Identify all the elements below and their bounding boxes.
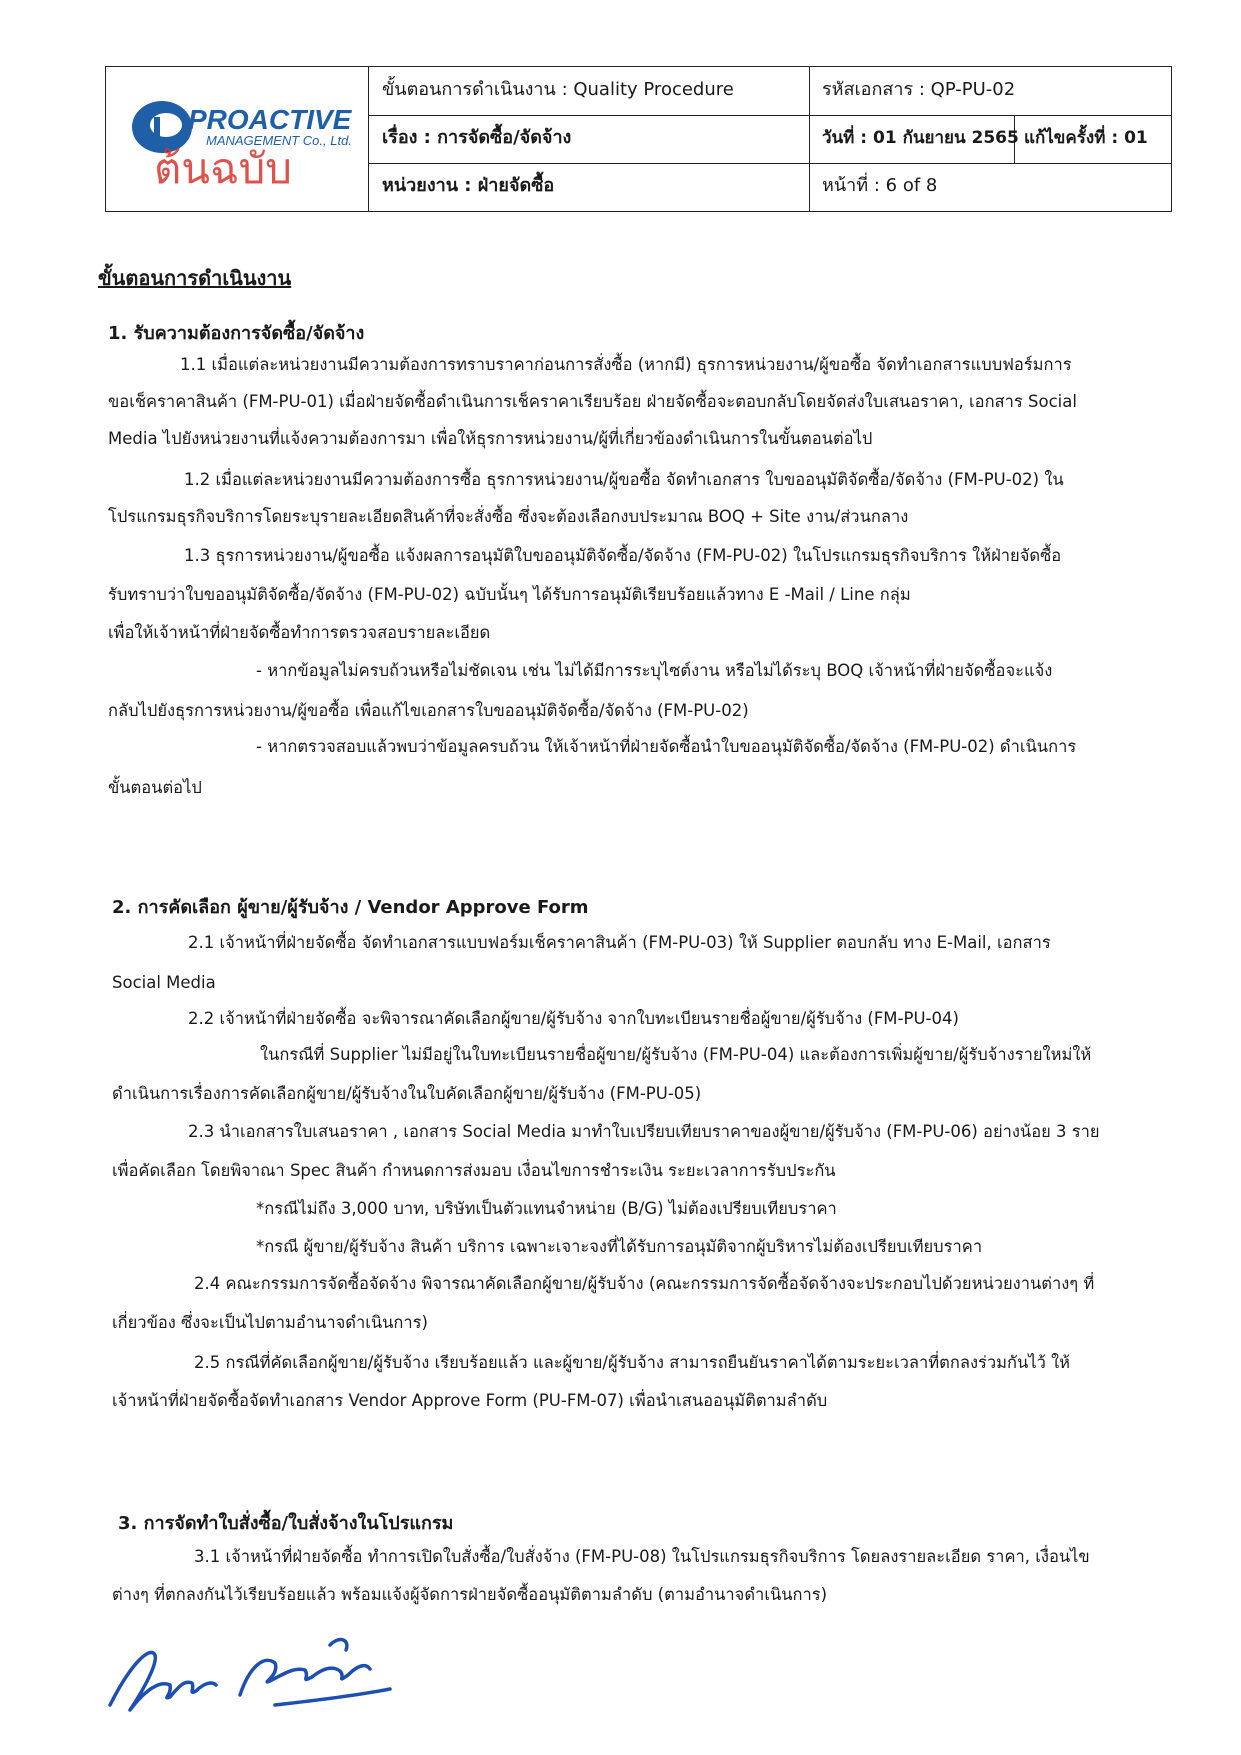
section-1-line: 1.2 เมื่อแต่ละหน่วยงานมีความต้องการซื้อ ธุรการหน่วยงาน/ผู้ขอซื้อ จัดทำเอกสาร ใบขออนุมัติจัดซื้อ/จัดจ้าง (FM-PU-02) ใน — [184, 470, 1064, 489]
section-1-line: 1.3 ธุรการหน่วยงาน/ผู้ขอซื้อ แจ้งผลการอนุมัติใบขออนุมัติจัดซื้อ/จัดจ้าง (FM-PU-02) ในโปรแกรมธุรกิจบริการ ให้ฝ่ายจัดซื้อ — [184, 546, 1062, 565]
company-logo — [126, 85, 366, 195]
document-header-table — [105, 66, 1172, 212]
svg-text:ต้นฉบับ: ต้นฉบับ — [154, 144, 292, 193]
page-title: ขั้นตอนการดำเนินงาน — [98, 266, 292, 290]
subject-label: เรื่อง : การจัดซื้อ/จัดจ้าง — [382, 127, 572, 148]
page-number: หน้าที่ : 6 of 8 — [822, 175, 938, 196]
section-2-line: 2.1 เจ้าหน้าที่ฝ่ายจัดซื้อ จัดทำเอกสารแบบฟอร์มเช็คราคาสินค้า (FM-PU-03) ให้ Supplier ตอบกลับ ทาง E-Mail, เอกสาร — [188, 933, 1051, 952]
section-2-line: เจ้าหน้าที่ฝ่ายจัดซื้อจัดทำเอกสาร Vendor Approve Form (PU-FM-07) เพื่อนำเสนออนุมัติตามลำดับ — [112, 1391, 828, 1410]
section-2-line: ในกรณีที่ Supplier ไม่มีอยู่ในใบทะเบียนรายชื่อผู้ขาย/ผู้รับจ้าง (FM-PU-04) และต้องการเพิ่มผู้ขาย/ผู้รับจ้างรายใหม่ให้ — [260, 1045, 1092, 1064]
section-2-note: *กรณีไม่ถึง 3,000 บาท, บริษัทเป็นตัวแทนจำหน่าย (B/G) ไม่ต้องเปรียบเทียบราคา — [256, 1199, 837, 1218]
section-2-line: 2.3 นำเอกสารใบเสนอราคา , เอกสาร Social Media มาทำใบเปรียบเทียบราคาของผู้ขาย/ผู้รับจ้าง (FM-PU-06) อย่างน้อย 3 ราย — [188, 1122, 1100, 1141]
section-1-heading: 1. รับความต้องการจัดซื้อ/จัดจ้าง — [108, 323, 365, 344]
section-2-line: เพื่อคัดเลือก โดยพิจาณา Spec สินค้า กำหนดการส่งมอบ เงื่อนไขการชำระเงิน ระยะเวลาการรับประกัน — [112, 1161, 836, 1180]
svg-text:PROACTIVE: PROACTIVE — [188, 104, 352, 135]
section-1-line: รับทราบว่าใบขออนุมัติจัดซื้อ/จัดจ้าง (FM-PU-02) ฉบับนั้นๆ ได้รับการอนุมัติเรียบร้อยแล้วทาง E -Mail / Line กลุ่ม — [108, 585, 911, 604]
section-3-heading: 3. การจัดทำใบสั่งซื้อ/ใบสั่งจ้างในโปรแกรม — [118, 1513, 454, 1534]
handwritten-signature — [100, 1585, 400, 1735]
section-2-note: *กรณี ผู้ขาย/ผู้รับจ้าง สินค้า บริการ เฉพาะเจาะจงที่ได้รับการอนุมัติจากผู้บริหารไม่ต้องเปรียบเทียบราคา — [256, 1237, 983, 1256]
section-3-line: ต่างๆ ที่ตกลงกันไว้เรียบร้อยแล้ว พร้อมแจ้งผู้จัดการฝ่ายจัดซื้ออนุมัติตามลำดับ (ตามอำนาจดำเนินการ) — [112, 1585, 828, 1604]
department-label: หน่วยงาน : ฝ่ายจัดซื้อ — [382, 175, 555, 196]
section-2-line: 2.4 คณะกรรมการจัดซื้อจัดจ้าง พิจารณาคัดเลือกผู้ขาย/ผู้รับจ้าง (คณะกรรมการจัดซื้อจัดจ้างจะประกอบไปด้วยหน่วยงานต่างๆ ที่ — [194, 1274, 1095, 1293]
section-1-line: - หากข้อมูลไม่ครบถ้วนหรือไม่ชัดเจน เช่น ไม่ได้มีการระบุไซต์งาน หรือไม่ได้ระบุ BOQ เจ้าหน้าที่ฝ่ายจัดซื้อจะแจ้ง — [256, 661, 1053, 680]
section-1-line: Media ไปยังหน่วยงานที่แจ้งความต้องการมา เพื่อให้ธุรการหน่วยงาน/ผู้ที่เกี่ยวข้องดำเนินการในขั้นตอนต่อไป — [108, 429, 873, 448]
svg-text:MANAGEMENT Co., Ltd.: MANAGEMENT Co., Ltd. — [206, 133, 352, 148]
section-2-line: ดำเนินการเรื่องการคัดเลือกผู้ขาย/ผู้รับจ้างในใบคัดเลือกผู้ขาย/ผู้รับจ้าง (FM-PU-05) — [112, 1084, 702, 1103]
section-2-line: 2.2 เจ้าหน้าที่ฝ่ายจัดซื้อ จะพิจารณาคัดเลือกผู้ขาย/ผู้รับจ้าง จากใบทะเบียนรายชื่อผู้ขาย/ผู้รับจ้าง (FM-PU-04) — [188, 1009, 959, 1028]
section-3-line: 3.1 เจ้าหน้าที่ฝ่ายจัดซื้อ ทำการเปิดใบสั่งซื้อ/ใบสั่งจ้าง (FM-PU-08) ในโปรแกรมธุรกิจบริการ โดยลงรายละเอียด ราคา, เงื่อนไข — [194, 1547, 1090, 1566]
section-1-line: เพื่อให้เจ้าหน้าที่ฝ่ายจัดซื้อทำการตรวจสอบรายละเอียด — [108, 623, 491, 642]
section-2-line: Social Media — [112, 973, 216, 992]
section-1-line: 1.1 เมื่อแต่ละหน่วยงานมีความต้องการทราบราคาก่อนการสั่งซื้อ (หากมี) ธุรการหน่วยงาน/ผู้ขอซื้อ จัดทำเอกสารแบบฟอร์มการ — [180, 355, 1072, 374]
section-1-line: - หากตรวจสอบแล้วพบว่าข้อมูลครบถ้วน ให้เจ้าหน้าที่ฝ่ายจัดซื้อนำใบขออนุมัติจัดซื้อ/จัดจ้าง (FM-PU-02) ดำเนินการ — [256, 737, 1077, 756]
section-1-line: โปรแกรมธุรกิจบริการโดยระบุรายละเอียดสินค้าที่จะสั่งซื้อ ซึ่งจะต้องเลือกงบประมาณ BOQ + Site งาน/ส่วนกลาง — [108, 507, 909, 526]
procedure-label: ขั้นตอนการดำเนินงาน : Quality Procedure — [382, 79, 734, 100]
section-1-line: ขั้นตอนต่อไป — [108, 778, 202, 797]
section-2-line: เกี่ยวข้อง ซึ่งจะเป็นไปตามอำนาจดำเนินการ) — [112, 1313, 428, 1332]
section-1-line: กลับไปยังธุรการหน่วยงาน/ผู้ขอซื้อ เพื่อแก้ไขเอกสารใบขออนุมัติจัดซื้อ/จัดจ้าง (FM-PU-02) — [108, 701, 749, 720]
document-code: รหัสเอกสาร : QP-PU-02 — [822, 79, 1016, 100]
section-1-line: ขอเช็คราคาสินค้า (FM-PU-01) เมื่อฝ่ายจัดซื้อดำเนินการเช็คราคาเรียบร้อย ฝ่ายจัดซื้อจะตอบกลับโดยจัดส่งใบเสนอราคา, เอกสาร Social — [108, 392, 1077, 411]
issue-date: วันที่ : 01 กันยายน 2565 — [822, 128, 1019, 148]
section-2-heading: 2. การคัดเลือก ผู้ขาย/ผู้รับจ้าง / Vendor Approve Form — [112, 897, 589, 918]
revision-number: แก้ไขครั้งที่ : 01 — [1024, 128, 1148, 148]
section-2-line: 2.5 กรณีที่คัดเลือกผู้ขาย/ผู้รับจ้าง เรียบร้อยแล้ว และผู้ขาย/ผู้รับจ้าง สามารถยืนยันราคาได้ตามระยะเวลาที่ตกลงร่วมกันไว้ ให้ — [194, 1353, 1071, 1372]
